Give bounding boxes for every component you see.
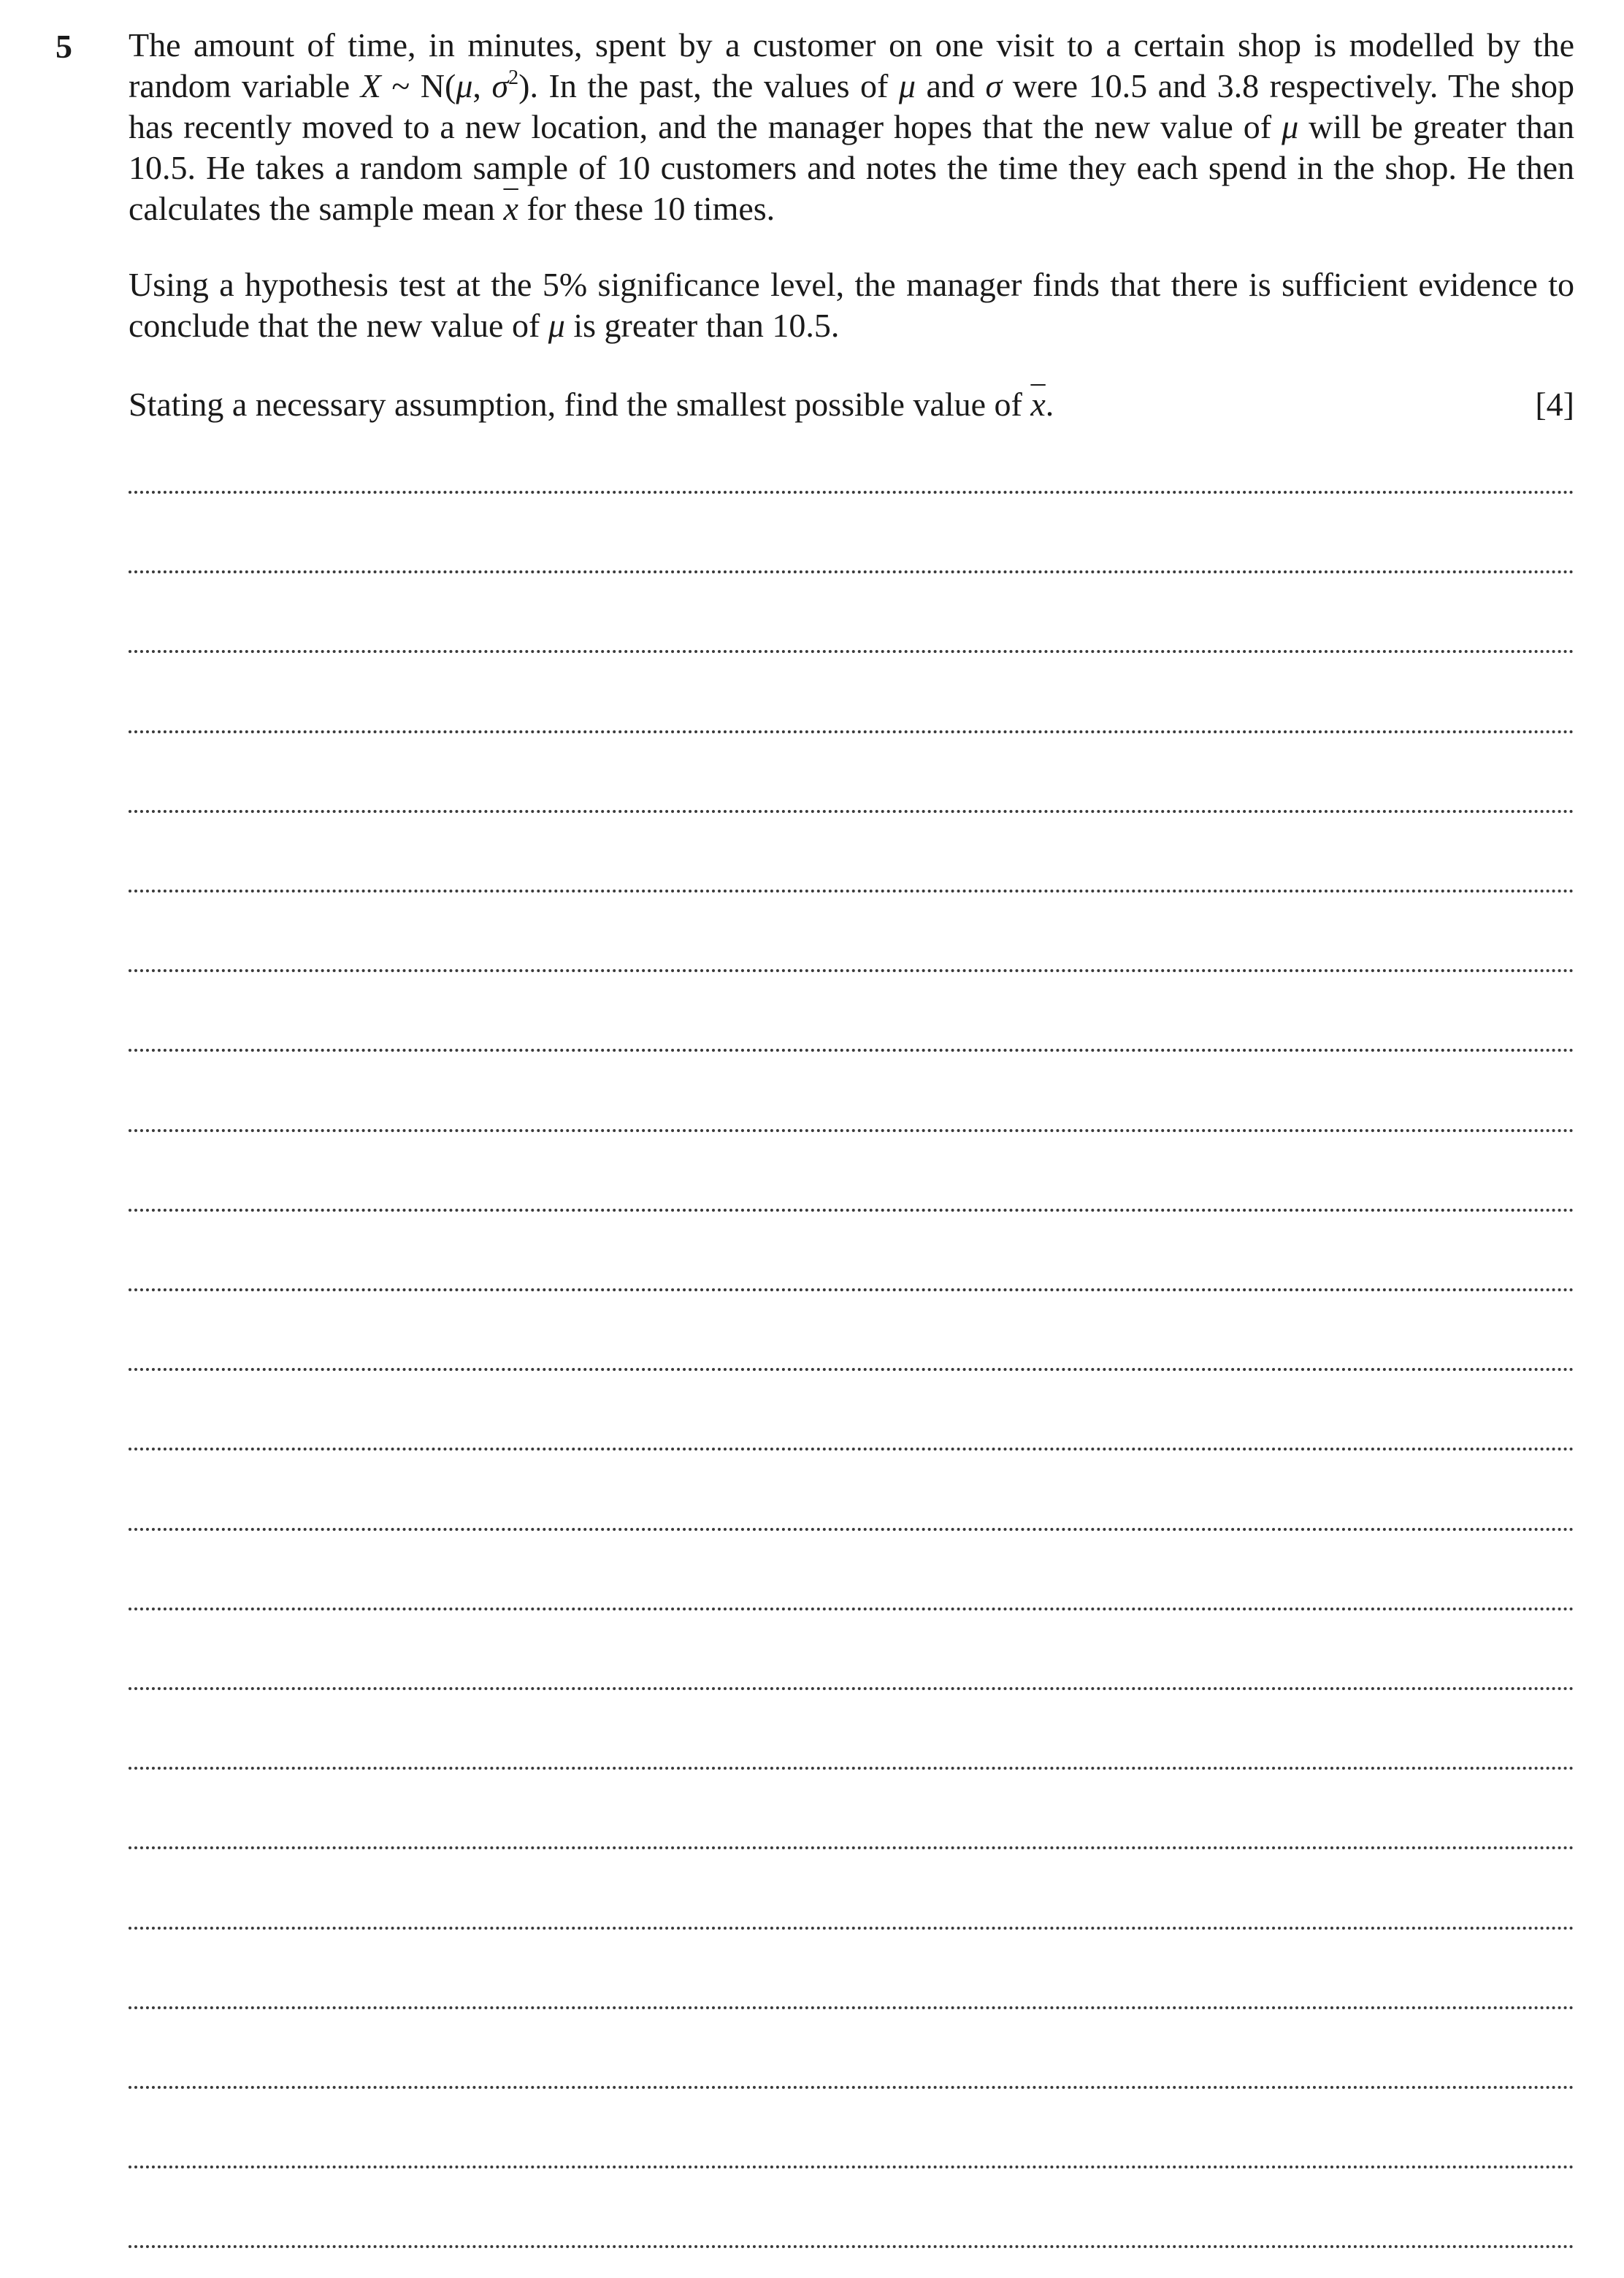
sigma-symbol: σ [985,67,1003,104]
answer-line[interactable] [129,810,1574,813]
marks-allocation: [4] [1535,386,1574,423]
mu-symbol: μ [1282,108,1299,145]
question-number: 5 [55,28,72,65]
sigma-symbol: σ [491,67,509,104]
answer-line[interactable] [129,1288,1574,1291]
p1-text-1: The amount of time, in minutes, spent by a customer on one visit to a certain shop is modelled by the random variable [129,26,1574,104]
squared-superscript: 2 [508,66,519,89]
p2-text-1: Using a hypothesis test at the 5% significance level, the manager finds that there is sufficient evidence to conclude that the new value of [129,266,1574,344]
answer-line[interactable] [129,570,1574,573]
answer-line[interactable] [129,890,1574,893]
p1-text-4: and [915,67,986,104]
answer-line[interactable] [129,1767,1574,1770]
mu-symbol: μ [898,67,916,104]
p3-text-1: Stating a necessary assumption, find the smallest possible value of [129,386,1031,423]
answer-line[interactable] [129,1209,1574,1212]
answer-line[interactable] [129,2245,1574,2248]
sample-mean-symbol: $\overline{x}$ [1030,386,1046,423]
answer-line[interactable] [129,1528,1574,1531]
answer-line[interactable] [129,491,1574,494]
answer-line[interactable] [129,730,1574,733]
p3-text-2: . [1045,386,1054,423]
answer-lines-area[interactable] [129,0,1574,2278]
answer-line[interactable] [129,2166,1574,2168]
mu-symbol: μ [548,307,565,344]
answer-line[interactable] [129,1687,1574,1690]
answer-line[interactable] [129,1049,1574,1052]
answer-line[interactable] [129,1846,1574,1849]
p1-text-2: ~ N( [380,67,456,104]
answer-line[interactable] [129,1129,1574,1132]
answer-line[interactable] [129,2006,1574,2009]
mu-symbol: μ [456,67,473,104]
answer-line[interactable] [129,1608,1574,1610]
answer-line[interactable] [129,650,1574,653]
p1-text-7: for these 10 times. [518,190,775,227]
p2-text-2: is greater than 10.5. [564,307,840,344]
p1-text-3: ). In the past, the values of [518,67,899,104]
answer-line[interactable] [129,2086,1574,2089]
sample-mean-symbol: $\overline{x}$ [503,190,518,227]
p1-text-6: will be greater than 10.5. He takes a random sample of 10 customers and notes the time they each spend in the shop. He then calculates the sample mean [129,108,1575,227]
answer-line[interactable] [129,1368,1574,1371]
p1-comma: , [472,67,492,104]
answer-line[interactable] [129,1927,1574,1930]
answer-line[interactable] [129,969,1574,972]
answer-line[interactable] [129,1448,1574,1450]
random-variable-x: X [360,67,381,104]
p1-text-5: were 10.5 and 3.8 respectively. The shop has recently moved to a new location, and the manager hopes that the new value of [129,67,1575,145]
